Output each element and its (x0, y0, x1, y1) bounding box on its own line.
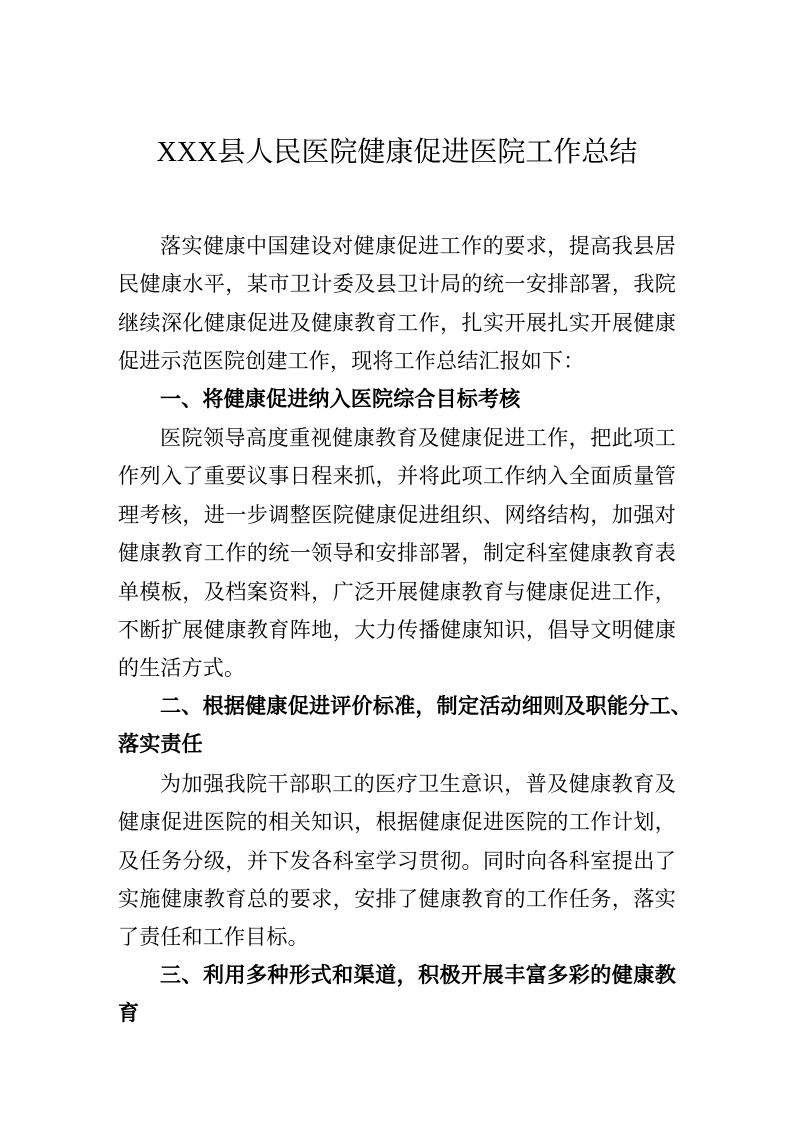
document-body (118, 227, 692, 1034)
paragraph-section-2: 为加强我院干部职工的医疗卫生意识，普及健康教育及健康促进医院的相关知识，根据健康促进医院的工作计划， 及任务分级，并下发各科室学习贯彻。同时向各科室提出了实施健康教育总的要求，安排了健康教育的工作任务，落实了责任和工作目标。 (118, 771, 676, 950)
paragraph-intro: 落实健康中国建设对健康促进工作的要求，提高我县居民健康水平，某市卫计委及县卫计局的统一安排部署，我院继续深化健康促进及健康教育工作，扎实开展扎实开展健康促进示范医院创建工作，现将工作总结汇报如下： (118, 234, 676, 374)
section-heading-1: 一、将健康促进纳入医院综合目标考核 (160, 387, 521, 411)
section-heading-3: 三、利用多种形式和渠道，积极开展丰富多彩的健康教育 (118, 963, 676, 1026)
document-title: XXX县人民医院健康促进医院工作总结 (156, 137, 638, 168)
section-heading-2: 二、根据健康促进评价标准，制定活动细则及职能分工、落实责任 (118, 694, 692, 757)
paragraph-section-1: 医院领导高度重视健康教育及健康促进工作，把此项工作列入了重要议事日程来抓，并将此项工作纳入全面质量管理考核，进一步调整医院健康促进组织、网络结构，加强对健康教育工作的统一领导和安排部署，制定科室健康教育表单模板，及档案资料，广泛开展健康教育与健康促进工作， 不断扩展健康教育阵地，大力传播健康知识，倡导文明健康的生活方式。 (118, 426, 676, 681)
